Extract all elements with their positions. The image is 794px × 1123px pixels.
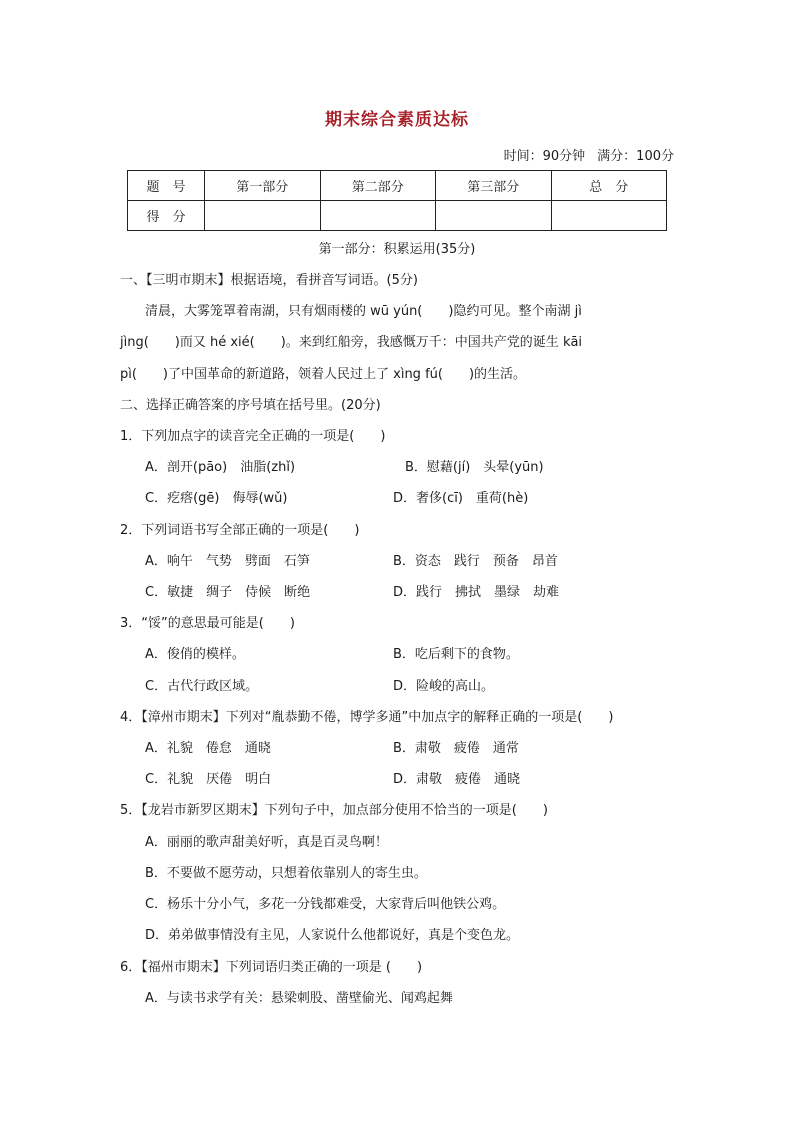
option-a[interactable]: A．礼貌 倦怠 通晓: [145, 741, 271, 756]
option-d[interactable]: D．弟弟做事情没有主见，人家说什么他都说好，真是个变色龙。: [145, 928, 520, 943]
option-a[interactable]: A．俊俏的模样。: [145, 647, 245, 662]
question-stem: 4．【漳州市期末】下列对“胤恭勤不倦，博学多通”中加点字的解释正确的一项是( ): [120, 710, 614, 725]
question-stem: 1．下列加点字的读音完全正确的一项是( ): [120, 429, 386, 444]
option-c[interactable]: C．敏捷 绸子 侍候 断绝: [145, 585, 311, 600]
question-stem: 3．“馁”的意思最可能是( ): [120, 616, 295, 631]
exam-full-score: 满分：100分: [597, 149, 674, 164]
score-table-header-cell: 题 号: [128, 171, 205, 201]
score-row-label: 得 分: [128, 201, 205, 231]
section-2-heading: 二、选择正确答案的序号填在括号里。(20分): [120, 398, 381, 413]
option-a[interactable]: A．剖开(pāo) 油脂(zhǐ): [145, 460, 296, 475]
question-1-passage-line: jìng( )而又 hé xié( )。来到红船旁，我感慨万千：中国共产党的诞生 kāi: [120, 335, 583, 350]
question-1-passage-line: 清晨，大雾笼罩着南湖，只有烟雨楼的 wū yún( )隐约可见。整个南湖 jì: [145, 304, 582, 319]
exam-time: 时间：90分钟: [503, 149, 586, 164]
option-b[interactable]: B．慰藉(jí) 头晕(yūn): [405, 460, 544, 475]
question-stem: 6．【福州市期末】下列词语归类正确的一项是 ( ): [120, 960, 423, 975]
part1-heading: 第一部分：积累运用(35分): [318, 242, 476, 257]
question-stem: 2．下列词语书写全部正确的一项是( ): [120, 523, 360, 538]
score-table: [127, 170, 667, 231]
option-d[interactable]: D．奢侈(cī) 重荷(hè): [393, 491, 529, 506]
option-d[interactable]: D．践行 拂拭 墨绿 劫难: [393, 585, 560, 600]
score-table-header-cell: 第三部分: [436, 171, 552, 201]
option-a[interactable]: A．与读书求学有关：悬梁刺股、凿壁偷光、闻鸡起舞: [145, 991, 453, 1006]
score-cell-part3[interactable]: [436, 201, 552, 231]
option-b[interactable]: B．不要做不愿劳动，只想着依靠别人的寄生虫。: [145, 866, 427, 881]
score-table-header-cell: 第二部分: [320, 171, 436, 201]
option-b[interactable]: B．肃敬 疲倦 通常: [393, 741, 519, 756]
option-b[interactable]: B．吃后剩下的食物。: [393, 647, 519, 662]
option-c[interactable]: C．礼貌 厌倦 明白: [145, 772, 272, 787]
option-d[interactable]: D．险峻的高山。: [393, 679, 495, 694]
option-c[interactable]: C．杨乐十分小气，多花一分钱都难受，大家背后叫他铁公鸡。: [145, 897, 506, 912]
question-1-heading: 一、【三明市期末】根据语境，看拼音写词语。(5分): [120, 273, 418, 288]
score-table-header-cell: 第一部分: [205, 171, 321, 201]
score-table-header-row: [128, 171, 667, 201]
score-cell-part1[interactable]: [205, 201, 321, 231]
option-b[interactable]: B．资态 践行 预备 昂首: [393, 554, 558, 569]
score-table-header-cell: 总 分: [551, 171, 667, 201]
score-cell-total[interactable]: [551, 201, 667, 231]
score-table-score-row: [128, 201, 667, 231]
option-d[interactable]: D．肃敬 疲倦 通晓: [393, 772, 521, 787]
page-title: 期末综合素质达标: [325, 110, 469, 130]
question-1-passage-line: pì( )了中国革命的新道路，领着人民过上了 xìng fú( )的生活。: [120, 367, 527, 382]
exam-time-info: [504, 145, 674, 164]
option-c[interactable]: C．疙瘩(gē) 侮辱(wǔ): [145, 491, 288, 506]
option-a[interactable]: A．响午 气势 劈面 石笋: [145, 554, 310, 569]
question-stem: 5．【龙岩市新罗区期末】下列句子中，加点部分使用不恰当的一项是( ): [120, 803, 548, 818]
option-c[interactable]: C．古代行政区域。: [145, 679, 259, 694]
score-cell-part2[interactable]: [320, 201, 436, 231]
option-a[interactable]: A．丽丽的歌声甜美好听，真是百灵鸟啊！: [145, 835, 388, 850]
